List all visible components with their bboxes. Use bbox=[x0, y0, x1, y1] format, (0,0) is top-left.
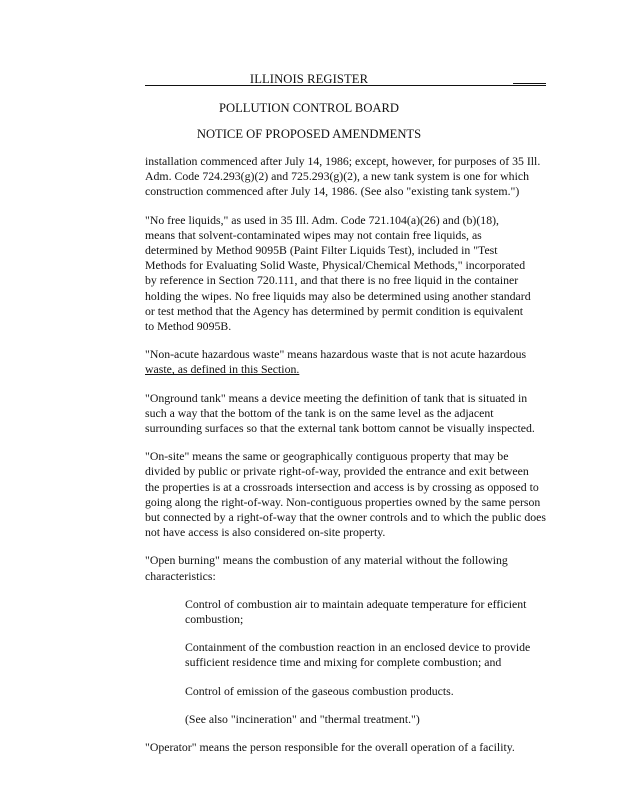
text-line: but connected by a right-of-way that the owner controls and to which the public does bbox=[145, 510, 546, 525]
register-header: ILLINOIS REGISTER bbox=[249, 72, 369, 86]
text-line: "Onground tank" means a device meeting the definition of tank that is situated in bbox=[145, 390, 528, 405]
text-line: holding the wipes. No free liquids may also be determined using another standard bbox=[145, 288, 531, 303]
header-rule bbox=[145, 85, 546, 86]
notice-title: NOTICE OF PROPOSED AMENDMENTS bbox=[196, 127, 422, 141]
text-line: combustion; bbox=[185, 612, 244, 627]
text-line: construction commenced after July 14, 1986. (See also "existing tank system.") bbox=[145, 184, 520, 199]
text-line: Containment of the combustion reaction in an enclosed device to provide bbox=[185, 640, 531, 655]
list-item-see-also bbox=[145, 712, 550, 727]
text-line: "On-site" means the same or geographically contiguous property that may be bbox=[145, 449, 509, 464]
paragraph-on-site bbox=[145, 449, 550, 540]
list-item-containment bbox=[145, 640, 550, 670]
paragraph-installation bbox=[145, 154, 550, 200]
text-line: or test method that the Agency has determined by permit condition is equivalent bbox=[145, 303, 524, 318]
text-line: not have access is also considered on-site property. bbox=[145, 525, 386, 540]
text-line: Control of combustion air to maintain adequate temperature for efficient bbox=[185, 596, 527, 611]
list-item-control-air bbox=[145, 597, 550, 627]
text-line: by reference in Section 720.111, and that there is no free liquid in the container bbox=[145, 273, 519, 288]
text-line: such a way that the bottom of the tank is on the same level as the adjacent bbox=[145, 405, 494, 420]
text-line: Control of emission of the gaseous combustion products. bbox=[185, 683, 454, 698]
board-title: POLLUTION CONTROL BOARD bbox=[218, 101, 400, 115]
text-line: divided by public or private right-of-way, provided the entrance and exit between bbox=[145, 464, 529, 479]
text-line: Adm. Code 724.293(g)(2) and 725.293(g)(2), a new tank system is one for which bbox=[145, 169, 529, 184]
document-body bbox=[145, 154, 550, 768]
paragraph-non-acute bbox=[145, 347, 550, 377]
text-line: "No free liquids," as used in 35 Ill. Adm. Code 721.104(a)(26) and (b)(18), bbox=[145, 212, 499, 227]
text-line-underlined: waste, as defined in this Section. bbox=[145, 362, 300, 377]
text-line: installation commenced after July 14, 1986; except, however, for purposes of 35 Ill. bbox=[145, 154, 541, 168]
text-line: sufficient residence time and mixing for complete combustion; and bbox=[185, 655, 502, 670]
text-line: Methods for Evaluating Solid Waste, Physical/Chemical Methods," incorporated bbox=[145, 258, 526, 273]
text-line: characteristics: bbox=[145, 568, 216, 583]
text-line: means that solvent-contaminated wipes may not contain free liquids, as bbox=[145, 227, 482, 242]
text-line: "Open burning" means the combustion of any material without the following bbox=[145, 553, 508, 568]
text-line: determined by Method 9095B (Paint Filter Liquids Test), included in "Test bbox=[145, 243, 498, 258]
text-line: the properties is at a crossroads intersection and access is by crossing as opposed to bbox=[145, 479, 539, 494]
paragraph-operator bbox=[145, 740, 550, 755]
list-item-control-emission bbox=[145, 684, 550, 699]
paragraph-no-free-liquids bbox=[145, 213, 550, 335]
text-line: "Operator" means the person responsible for the overall operation of a facility. bbox=[145, 740, 515, 755]
text-line: "Non-acute hazardous waste" means hazardous waste that is not acute hazardous bbox=[145, 347, 527, 362]
header-rule-short bbox=[513, 83, 546, 84]
text-line: to Method 9095B. bbox=[145, 319, 232, 334]
paragraph-onground-tank bbox=[145, 391, 550, 437]
text-line: going along the right-of-way. Non-contiguous properties owned by the same person bbox=[145, 494, 541, 509]
text-line: surrounding surfaces so that the external tank bottom cannot be visually inspected. bbox=[145, 421, 535, 436]
paragraph-open-burning bbox=[145, 553, 550, 583]
text-line: (See also "incineration" and "thermal treatment.") bbox=[185, 711, 420, 726]
